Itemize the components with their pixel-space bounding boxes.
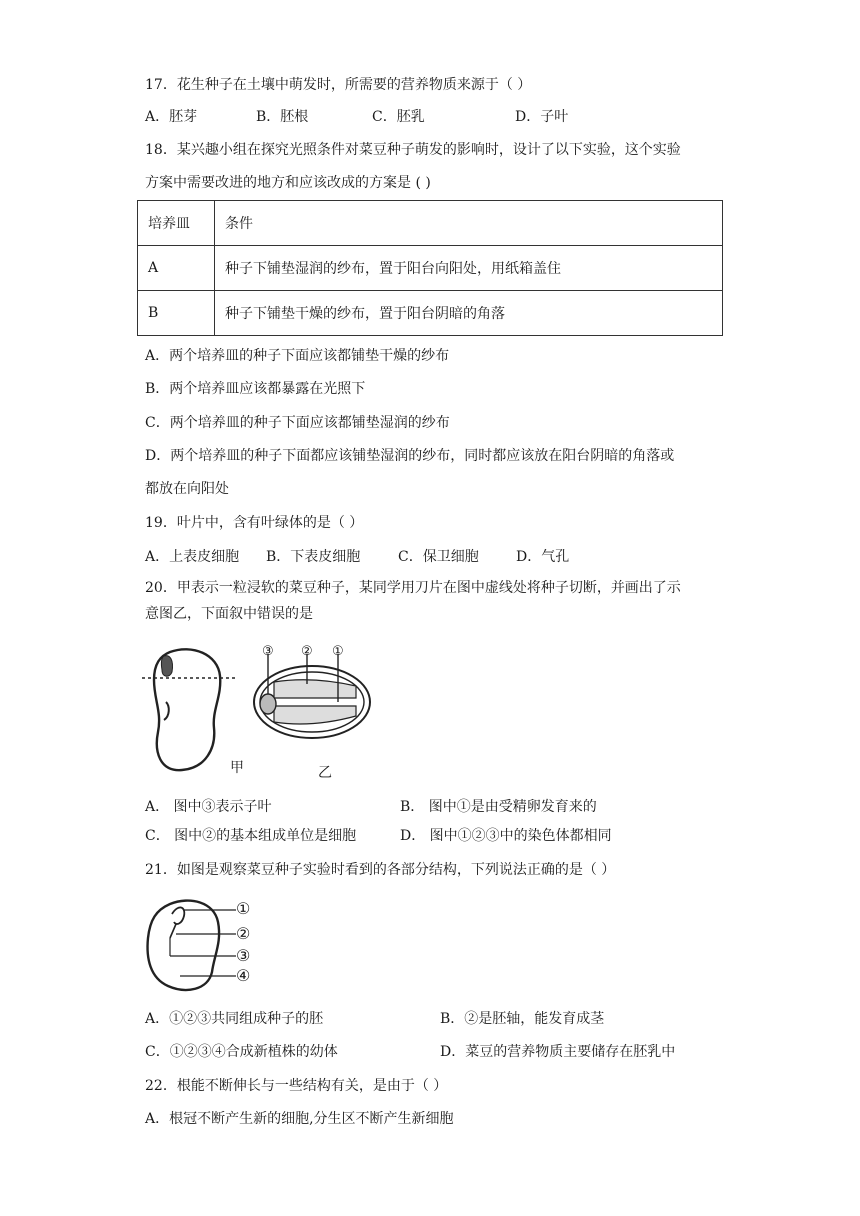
question-18-stem-line2: 方案中需要改进的地方和应该改成的方案是 ( ) (145, 175, 431, 191)
table-cell-condition-a: 种子下铺垫湿润的纱布，置于阳台向阳处，用纸箱盖住 (215, 246, 723, 291)
q19-option-d[interactable]: D．气孔 (516, 549, 570, 565)
q18-option-d[interactable]: D．两个培养皿的种子下面都应该铺垫湿润的纱布，同时都应该放在阳台阴暗的角落或 (145, 448, 675, 464)
q21-option-d[interactable]: D．菜豆的营养物质主要储存在胚乳中 (440, 1044, 676, 1060)
figure-21-marker-4: ④ (236, 966, 251, 985)
q17-option-a[interactable]: A．胚芽 (145, 109, 198, 125)
figure-marker-2: ② (301, 644, 313, 659)
figure-marker-3: ③ (262, 644, 274, 659)
q22-option-a[interactable]: A．根冠不断产生新的细胞,分生区不断产生新细胞 (145, 1111, 454, 1127)
question-17-stem: 17．花生种子在土壤中萌发时，所需要的营养物质来源于（ ） (145, 77, 532, 93)
q20-option-a[interactable]: A． 图中③表示子叶 (145, 799, 272, 815)
q19-option-c[interactable]: C．保卫细胞 (398, 549, 479, 565)
figure-label-jia: 甲 (230, 760, 244, 776)
q18-option-c[interactable]: C．两个培养皿的种子下面应该都铺垫湿润的纱布 (145, 415, 450, 431)
table-cell-dish-b: B (138, 291, 215, 336)
question-20-stem-line2: 意图乙，下面叙中错误的是 (145, 606, 313, 622)
q21-option-c[interactable]: C．①②③④合成新植株的幼体 (145, 1044, 338, 1060)
table-row (138, 246, 723, 291)
q20-option-d[interactable]: D． 图中①②③中的染色体都相同 (400, 828, 612, 844)
table-row (138, 291, 723, 336)
figure-21-marker-3: ③ (236, 946, 251, 965)
question-21-stem: 21．如图是观察菜豆种子实验时看到的各部分结构，下列说法正确的是（ ） (145, 862, 616, 878)
figure-label-yi: 乙 (318, 765, 332, 781)
figure-marker-1: ① (332, 644, 344, 659)
table-header-row (138, 201, 723, 246)
table-cell-condition-b: 种子下铺垫干燥的纱布，置于阳台阴暗的角落 (215, 291, 723, 336)
q17-option-d[interactable]: D．子叶 (515, 109, 569, 125)
q21-option-b[interactable]: B．②是胚轴，能发育成茎 (440, 1011, 605, 1027)
q18-option-a[interactable]: A．两个培养皿的种子下面应该都铺垫干燥的纱布 (145, 348, 450, 364)
q20-option-c[interactable]: C． 图中②的基本组成单位是细胞 (145, 828, 357, 844)
experiment-table (137, 200, 723, 336)
bean-seed-figure-jia (140, 640, 245, 775)
question-22-stem: 22．根能不断伸长与一些结构有关，是由于（ ） (145, 1078, 448, 1094)
q18-option-b[interactable]: B．两个培养皿应该都暴露在光照下 (145, 381, 366, 397)
table-header-dish: 培养皿 (138, 201, 215, 246)
table-cell-dish-a: A (138, 246, 215, 291)
question-18-stem-line1: 18．某兴趣小组在探究光照条件对菜豆种子萌发的影响时，设计了以下实验，这个实验 (145, 142, 681, 158)
table-header-condition: 条件 (215, 201, 723, 246)
q17-option-c[interactable]: C．胚乳 (372, 109, 425, 125)
q17-option-b[interactable]: B．胚根 (256, 109, 309, 125)
q21-option-a[interactable]: A．①②③共同组成种子的胚 (145, 1011, 324, 1027)
figure-21-marker-2: ② (236, 924, 251, 943)
q20-option-b[interactable]: B． 图中①是由受精卵发育来的 (400, 799, 597, 815)
q18-option-d-continued: 都放在向阳处 (145, 481, 229, 497)
q19-option-b[interactable]: B．下表皮细胞 (266, 549, 361, 565)
seed-cross-section-figure-yi (252, 646, 384, 746)
question-20-stem-line1: 20．甲表示一粒浸软的菜豆种子，某同学用刀片在图中虚线处将种子切断，并画出了示 (145, 580, 681, 596)
question-19-stem: 19．叶片中，含有叶绿体的是（ ） (145, 515, 364, 531)
figure-21-marker-1: ① (236, 899, 251, 918)
q19-option-a[interactable]: A．上表皮细胞 (145, 549, 240, 565)
